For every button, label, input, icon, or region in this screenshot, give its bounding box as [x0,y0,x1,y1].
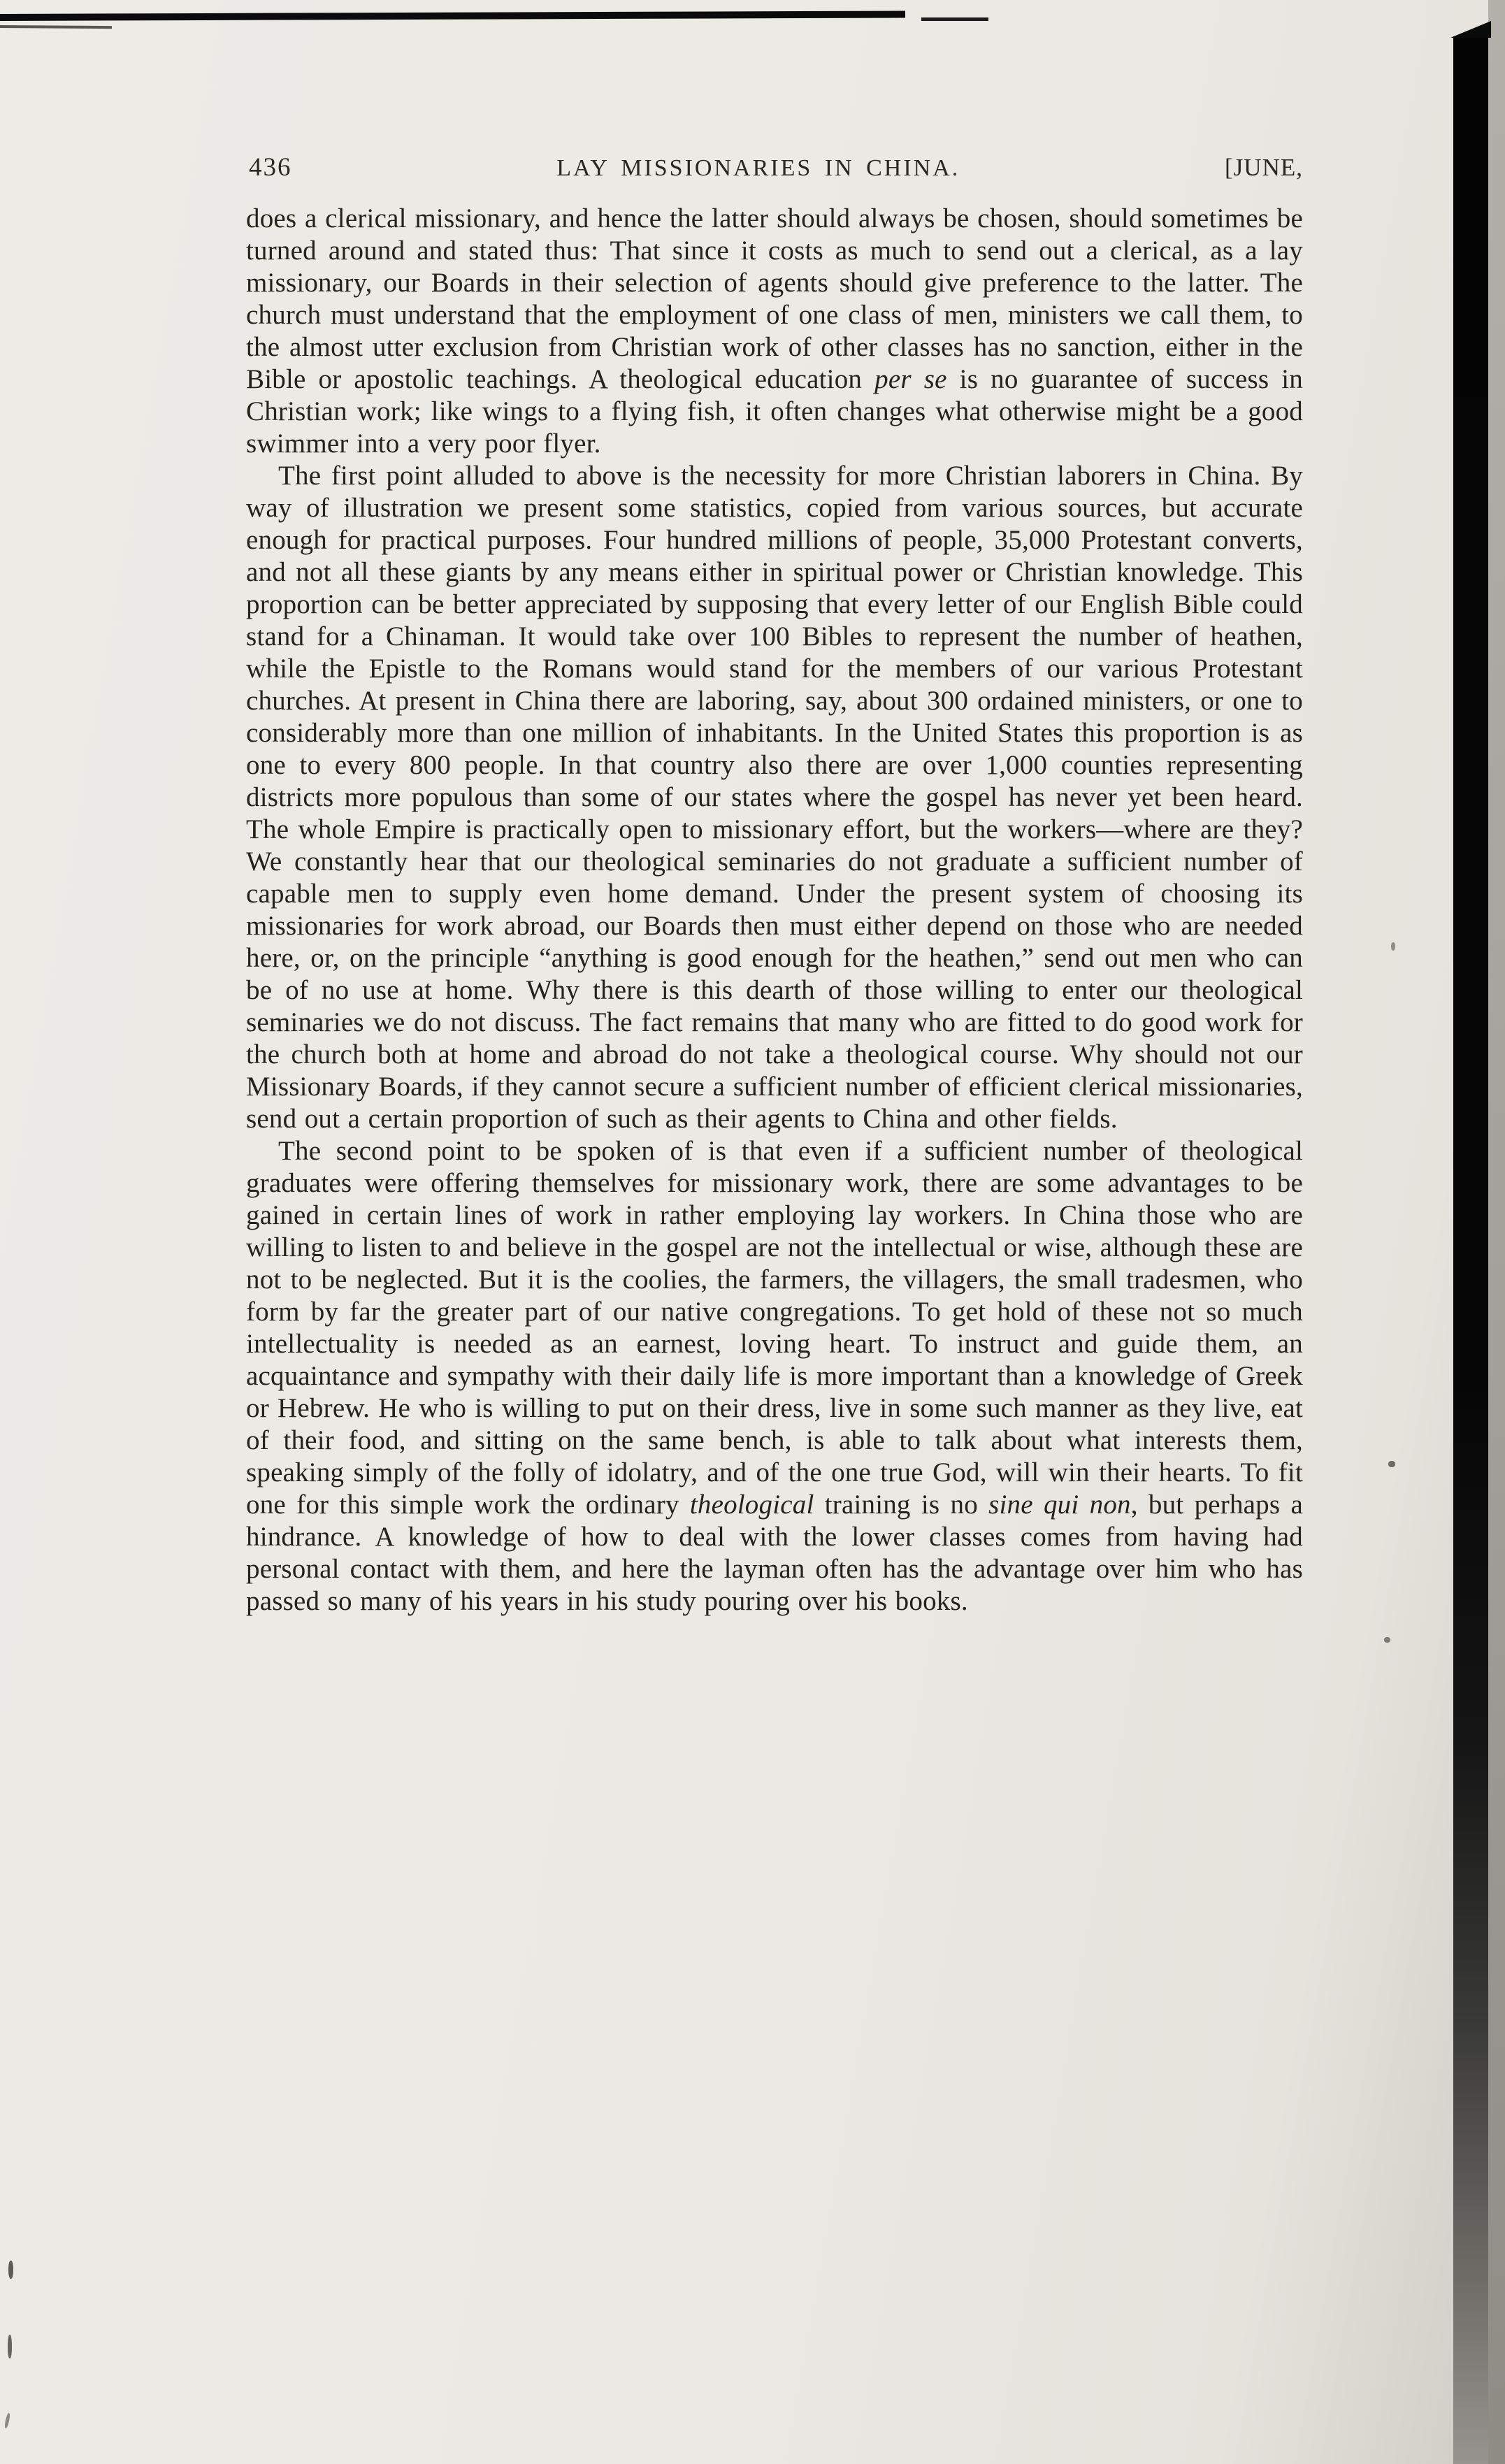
scan-top-line-artifact [0,10,905,21]
text-run: does a clerical missionary, and hence the latter should always be chosen, should sometimes be turned around and stated thus: That since it costs as much to send out a clerical, as a lay missionary, our Boards in their selection of agents should give preference to the latter. The church must understand that the employment of one class of men, ministers we call them, to the almost utter exclusion from Christian work of other classes has no sanction, either in the Bible or apostolic teachings. A theological education [246,203,1303,394]
text-run: is no guarantee of success in Christian work; like wings to a flying fish, it often changes what otherwise might be a good swimmer into a very poor flyer. [246,364,1303,459]
page-edge-shadow [1488,0,1505,2464]
italic-text-run: sine qui non [988,1490,1131,1520]
paragraph [246,1135,1303,1618]
issue-date: [JUNE, [1225,154,1303,181]
paragraph [246,203,1303,460]
book-gutter-shadow [1453,36,1488,2464]
italic-text-run: per se [874,364,947,394]
italic-text-run: theological [689,1490,814,1520]
paragraph [246,460,1303,1135]
book-gutter-shadow-top [1450,21,1491,38]
scan-top-line-dash-artifact [921,17,988,21]
scan-speck [4,2413,10,2429]
text-run: training is no [814,1490,989,1520]
scan-speck [8,2335,12,2358]
text-run: , but perhaps a hindrance. A knowledge of how to deal with the lower classes comes from having had personal contact with them, and here the layman often has the advantage over him who has passed so many of his years in his study pouring over his books. [246,1490,1303,1616]
scan-speck [1384,1637,1390,1643]
page-header [249,152,1303,182]
text-run: The first point alluded to above is the necessity for more Christian laborers in China. By way of illustration we present some statistics, copied from various sources, but accurate enough for practical purposes. Four hundred millions of people, 35,000 Protestant converts, and not all these giants by any means either in spiritual power or Christian knowledge. This proportion can be better appreciated by supposing that every letter of our English Bible could stand for a Chinaman. It would take over 100 Bibles to represent the number of heathen, while the Epistle to the Romans would stand for the members of our various Protestant churches. At present in China there are laboring, say, about 300 ordained ministers, or one to considerably more than one million of inhabitants. In the United States this proportion is as one to every 800 people. In that country also there are over 1,000 counties representing districts more populous than some of our states where the gospel has never yet been heard. The whole Empire is practically open to missionary effort, but the workers—where are they? We constantly hear that our theological seminaries do not graduate a sufficient number of capable men to supply even home demand. Under the present system of choosing its missionaries for work abroad, our Boards then must either depend on those who are needed here, or, on the principle “anything is good enough for the heathen,” send out men who can be of no use at home. Why there is this dearth of those willing to enter our theological seminaries we do not discuss. The fact remains that many who are fitted to do good work for the church both at home and abroad do not take a theological course. Why should not our Missionary Boards, if they cannot secure a sufficient number of efficient clerical missionaries, send out a certain proportion of such as their agents to China and other fields. [246,461,1303,1134]
scan-speck [8,2261,13,2279]
scan-top-line-secondary-artifact [0,25,112,29]
body-text [246,203,1303,1618]
running-title: LAY MISSIONARIES IN CHINA. [556,155,960,181]
page-number: 436 [249,153,292,182]
text-run: The second point to be spoken of is that even if a sufficient number of theological graduates were offering themselves for missionary work, there are some advantages to be gained in certain lines of work in rather employing lay workers. In China those who are willing to listen to and believe in the gospel are not the intellectual or wise, although these are not to be neglected. But it is the coolies, the farmers, the villagers, the small tradesmen, who form by far the greater part of our native congregations. To get hold of these not so much intellectuality is needed as an earnest, loving heart. To instruct and guide them, an acquaintance and sympathy with their daily life is more important than a knowledge of Greek or Hebrew. He who is willing to put on their dress, live in some such manner as they live, eat of their food, and sitting on the same bench, is able to talk about what interests them, speaking simply of the folly of idolatry, and of the one true God, will win their hearts. To fit one for this simple work the ordinary [246,1136,1303,1520]
scan-speck [1388,1461,1395,1467]
scan-speck [1391,942,1395,951]
